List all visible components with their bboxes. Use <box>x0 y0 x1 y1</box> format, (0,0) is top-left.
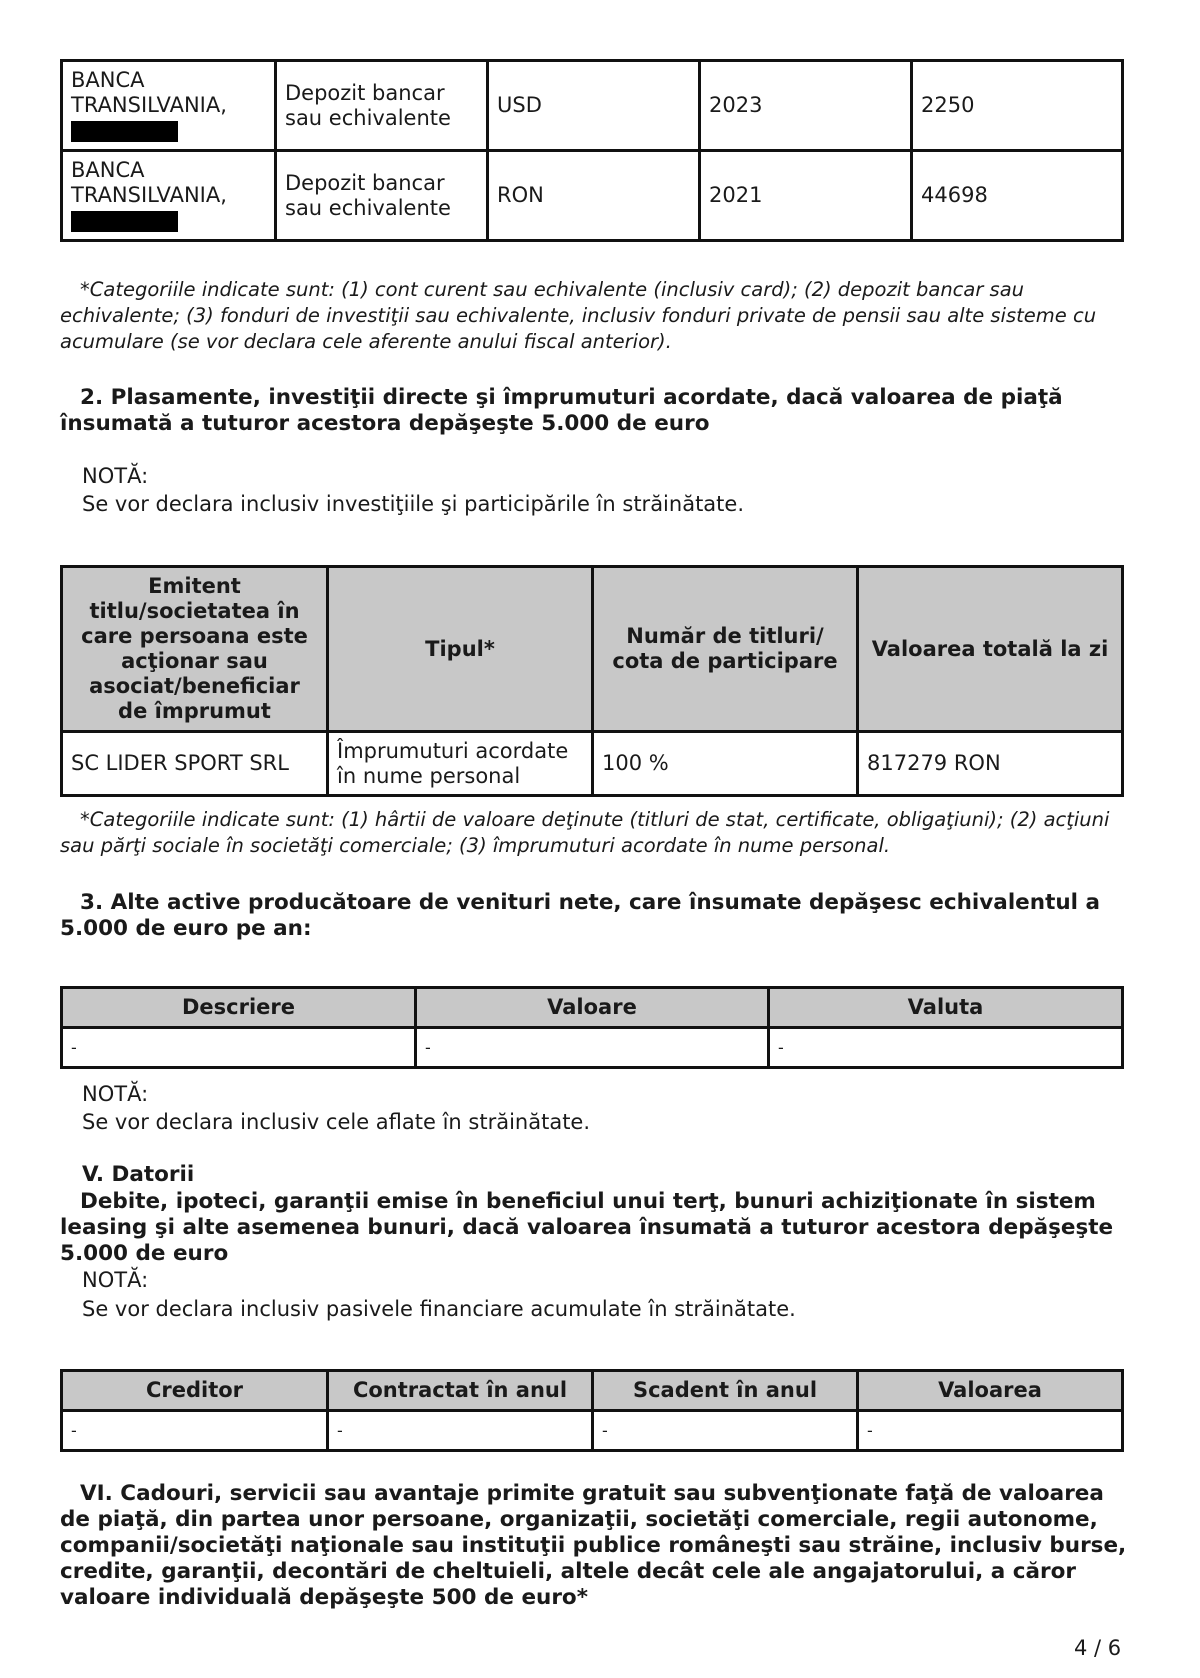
deposits-table <box>60 59 1124 242</box>
table-row <box>62 1028 1123 1068</box>
column-header: Număr de titluri/ cota de participare <box>593 567 858 732</box>
currency-cell: - <box>769 1028 1123 1068</box>
redaction-box <box>71 211 178 232</box>
institution-cell <box>62 151 276 241</box>
section-6-heading: VI. Cadouri, servicii sau avantaje primite gratuit sau subvenţionate faţă de valoarea de piaţă, din partea unor persoane, organizaţii, societăţi comerciale, regii autonome, companii/societăţi naţionale sau instituţii publice româneşti sau străine, inclusiv burse, credite, garanţii, decontări de cheltuieli, altele decât cele ale angajatorului, a căror valoare individuală depăşeşte 500 de euro* <box>60 1481 1127 1610</box>
currency-cell: USD <box>488 61 700 151</box>
table-header-row <box>62 567 1123 732</box>
institution-name: BANCA TRANSILVANIA, <box>71 158 227 207</box>
amount-cell: - <box>858 1411 1123 1451</box>
page-number: 4 / 6 <box>1074 1636 1122 1660</box>
category-cell: Depozit bancar sau echivalente <box>276 61 488 151</box>
table-row <box>62 151 1123 241</box>
section-3-note-text: Se vor declara inclusiv cele aflate în străinătate. <box>82 1110 591 1134</box>
section-5-note-text: Se vor declara inclusiv pasivele financiare acumulate în străinătate. <box>82 1297 796 1321</box>
column-header: Tipul* <box>328 567 593 732</box>
column-header: Valoare <box>416 988 769 1028</box>
table-row <box>62 732 1123 796</box>
value-cell: 44698 <box>912 151 1123 241</box>
table-header-row <box>62 988 1123 1028</box>
section-5-title: V. Datorii <box>82 1162 195 1187</box>
institution-cell <box>62 61 276 151</box>
section-2-footnote: *Categoriile indicate sunt: (1) hârtii de valoare deţinute (titluri de stat, certificate, obligaţiuni); (2) acţiuni sau părţi sociale în societăţi comerciale; (3) împrumuturi acordate în nume personal. <box>60 808 1110 857</box>
category-cell: Depozit bancar sau echivalente <box>276 151 488 241</box>
redaction-box <box>71 121 178 142</box>
section-2-note-label: NOTĂ: <box>82 464 149 488</box>
column-header: Valuta <box>769 988 1123 1028</box>
column-header: Descriere <box>62 988 416 1028</box>
description-cell: - <box>62 1028 416 1068</box>
section-3-heading: 3. Alte active producătoare de venituri nete, care însumate depăşesc echivalentul a 5.000 de euro pe an: <box>60 890 1101 941</box>
deposits-footnote: *Categoriile indicate sunt: (1) cont curent sau echivalente (inclusiv card); (2) depozit bancar sau echivalente; (3) fonduri de investiţii sau echivalente, inclusiv fonduri private de pensii sau alte sisteme cu acumulare (se vor declara cele aferente anului fiscal anterior). <box>60 278 1097 353</box>
value-cell: - <box>416 1028 769 1068</box>
due-year-cell: - <box>593 1411 858 1451</box>
other-assets-table <box>60 986 1124 1069</box>
currency-cell: RON <box>488 151 700 241</box>
column-header: Emitent titlu/societatea în care persoana este acţionar sau asociat/beneficiar de împrumut <box>62 567 328 732</box>
column-header: Creditor <box>62 1371 328 1411</box>
column-header: Contractat în anul <box>328 1371 593 1411</box>
table-row <box>62 61 1123 151</box>
year-cell: 2021 <box>700 151 912 241</box>
column-header: Valoarea totală la zi <box>858 567 1123 732</box>
shares-cell: 100 % <box>593 732 858 796</box>
debts-table <box>60 1369 1124 1452</box>
creditor-cell: - <box>62 1411 328 1451</box>
issuer-cell: SC LIDER SPORT SRL <box>62 732 328 796</box>
institution-name: BANCA TRANSILVANIA, <box>71 68 227 117</box>
table-row <box>62 1411 1123 1451</box>
table-header-row <box>62 1371 1123 1411</box>
section-3-note-label: NOTĂ: <box>82 1082 149 1106</box>
value-cell: 2250 <box>912 61 1123 151</box>
column-header: Scadent în anul <box>593 1371 858 1411</box>
type-cell: Împrumuturi acordate în nume personal <box>328 732 593 796</box>
section-2-note-text: Se vor declara inclusiv investiţiile şi participările în străinătate. <box>82 492 745 516</box>
section-2-heading: 2. Plasamente, investiţii directe şi împrumuturi acordate, dacă valoarea de piaţă însumată a tuturor acestora depăşeşte 5.000 de euro <box>60 385 1063 436</box>
section-5-note-label: NOTĂ: <box>82 1268 149 1292</box>
total-value-cell: 817279 RON <box>858 732 1123 796</box>
section-5-heading: Debite, ipoteci, garanţii emise în beneficiul unui terţ, bunuri achiziţionate în sistem leasing şi alte asemenea bunuri, dacă valoarea însumată a tuturor acestora depăşeşte 5.000 de euro <box>60 1189 1114 1266</box>
contracted-year-cell: - <box>328 1411 593 1451</box>
column-header: Valoarea <box>858 1371 1123 1411</box>
year-cell: 2023 <box>700 61 912 151</box>
investments-table <box>60 565 1124 797</box>
